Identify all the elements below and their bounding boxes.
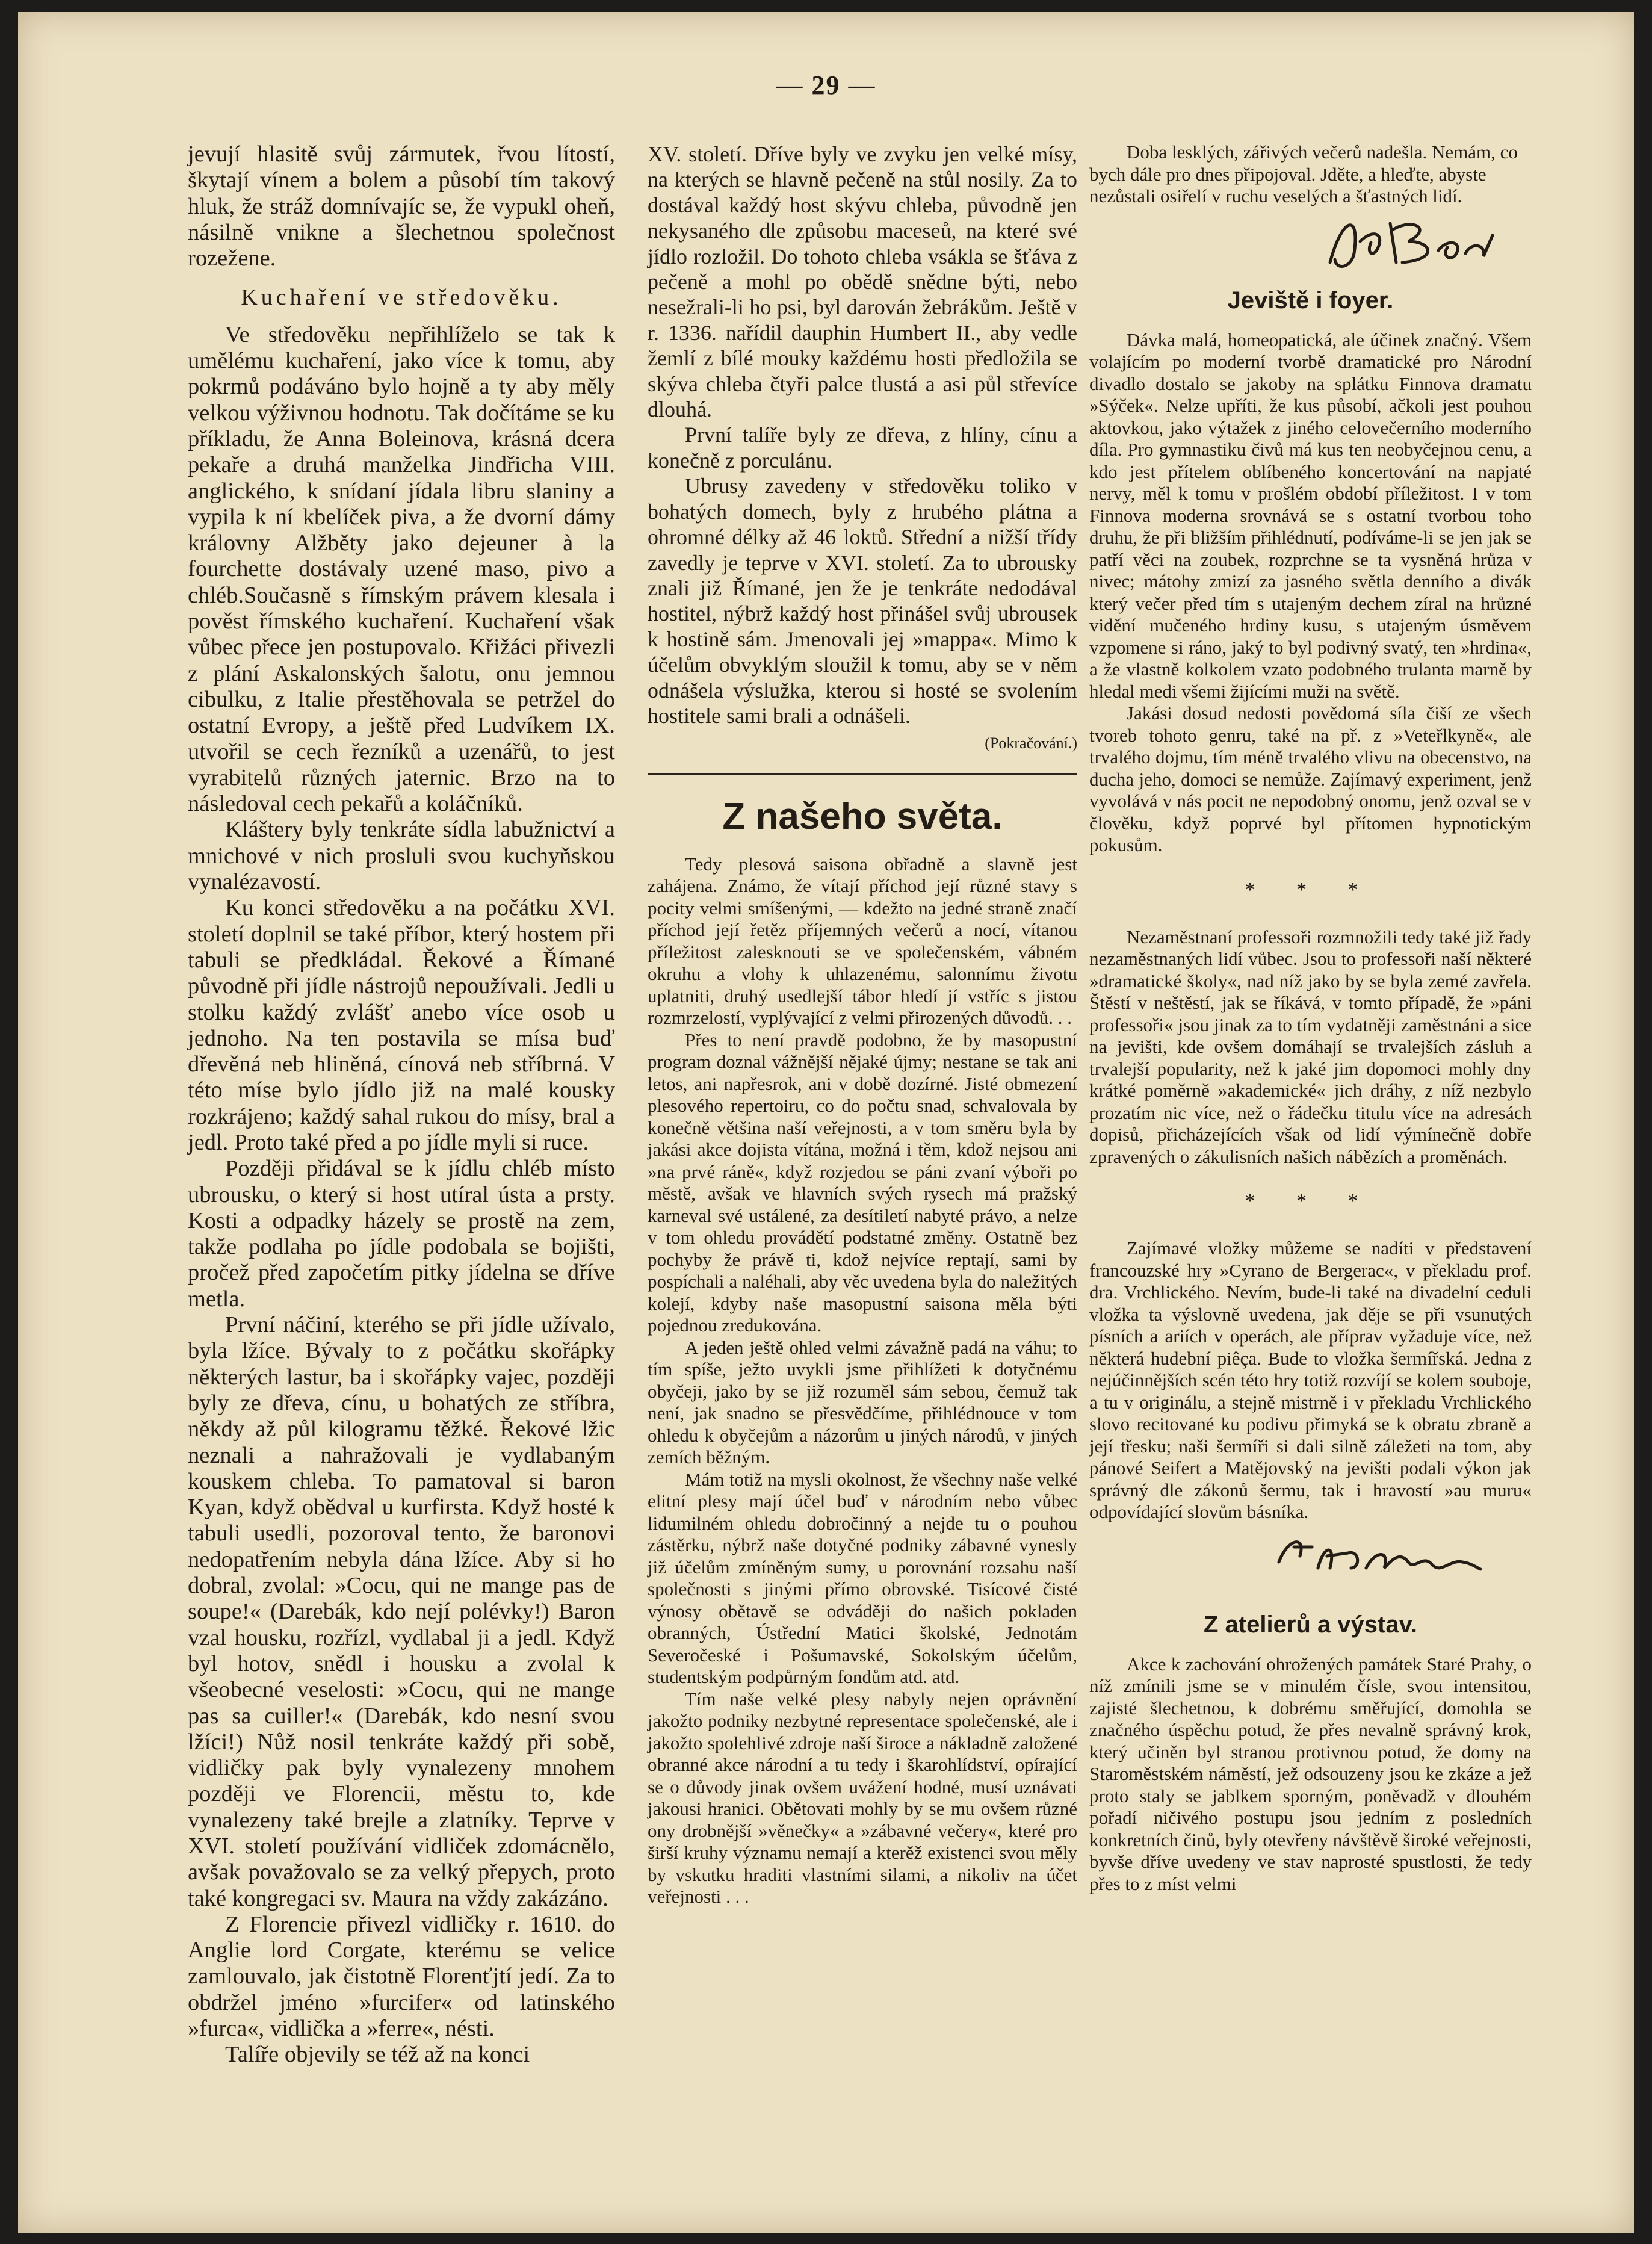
continued-note: (Pokračování.) <box>985 734 1077 752</box>
page-number: — 29 — <box>776 70 876 100</box>
paragraph: XV. století. Dříve byly ve zvyku jen velké mísy, na kterých se hlavně pečeně na stůl nosily. Za to dostával každý host skývu chleba, původně jen nekysaného dle způsobu maceseů, na které své jídlo rozložil. Do tohoto chleba vsákla se šťáva z pečeně a mohl po obědě snědne býti, nebo nesežrali-li ho psi, byl darován žebrákům. Ještě v r. 1336. nařídil dauphin Humbert II., aby vedle žemlí z bílé mouky každému hosti předložila se skýva chleba čtyři palce tlustá a asi půl střevíce dlouhá. <box>648 142 1077 422</box>
paragraph: Z Florencie přivezl vidličky r. 1610. do Anglie lord Corgate, kterému se velice zamlouvalo, jak čistotně Florenťjtí jedí. Za to obdržel jméno »furcifer« od latinského »furca«, vidlička a »ferre«, nésti. <box>188 1911 615 2042</box>
paragraph: A jeden ještě ohled velmi závažně padá na váhu; to tím spíše, ježto uvykli jsme přihlížeti k dotyčnému obyčeji, jako by se již rozuměl sám sebou, čemuž tak není, jak snadno se přesvědčíme, přihlédnouce v tom ohledu k obyčejům a názorům u jiných národů, v jiných zemích běžným. <box>648 1336 1077 1468</box>
paragraph: První náčiní, kterého se při jídle užívalo, byla lžíce. Bývaly to z počátku skořápky některých lastur, ba i skořápky vajec, později byly ze dřeva, cínu, u bohatých ze stříbra, někdy až půl kilogramu těžké. Řekové lžic neznali a nahražovali je vydlabaným kouskem chleba. To pamatoval si baron Kyan, když obědval u kurfirsta. Když hosté k tabuli usedli, pozoroval tento, že baronovi nedopatřením nebyla dána lžíce. Aby si ho dobral, zvolal: »Cocu, qui ne mange pas de soupe!« (Darebák, kdo nejí polévky!) Baron vzal housku, rozřízl, vydlabal ji a jedl. Když byl hotov, snědl i housku a zvolal k všeobecné veselosti: »Cocu, qui ne mange pas sa cuiller!« (Darebák, kdo nesní svou lžíci!) Nůž nosil tenkráte každý při sobě, vidličky pak byly vynalezeny mnohem později ve Florencii, městu to, kde vynalezeny také brejle a zlatníky. Teprve v XVI. století používání vidliček zdomácnělo, avšak považovalo se za velký přepych, proto také kongregaci sv. Maura na vždy zakázáno. <box>188 1312 615 1911</box>
signature-f-kazimir <box>1270 1526 1486 1586</box>
paragraph: První talíře byly ze dřeva, z hlíny, cínu a konečně z porculánu. <box>648 423 1077 473</box>
section-heading-our-world: Z našeho světa. <box>722 795 1003 837</box>
paragraph: Ubrusy zavedeny v středověku toliko v bohatých domech, byly z hrubého plátna a ohromné délky až 46 loktů. Střední a nižší třídy zavedly je teprve v XVI. století. Za to ubrousky znali již Římané, jen že je tenkráte nedodával hostitel, nýbrž každý host přinášel svůj ubrousek k hostině sám. Jmenovali jej »mappa«. Mimo k účelům obvyklým sloužil k tomu, aby se v něm odnášela výslužka, kterou si hosté se svolením hostitele sami brali a odnášeli. <box>648 474 1077 728</box>
section-separator-stars: * * * <box>1245 1190 1376 1212</box>
paragraph: Doba lesklých, zářivých večerů nadešla. Nemám, co bych dále pro dnes připojoval. Jděte, a hleďte, abyste nezůstali osiřelí v ruchu veselých a šťastných lidí. <box>1089 141 1518 206</box>
paragraph: Ku konci středověku a na počátku XVI. století doplnil se také příbor, který hostem při tabuli se předkládal. Řekové a Římané původně při jídle nástrojů nepoužívali. Jedli u stolku každý zvlášť anebo více osob u jednoho. Na ten postavila se mísa buď dřevěná neb hliněná, cínová neb stříbrná. V této míse bylo jídlo již na malé kousky rozkrájeno; každý sahal rukou do mísy, bral a jedl. Proto také před a po jídle myli si ruce. <box>188 895 615 1155</box>
paragraph: Tím naše velké plesy nabyly nejen oprávnění jakožto podniky nezbytné representace společenské, ale i jakožto spolehlivé zdroje naší široce a nákladně založené obranné akce národní a tu tedy i škarohlídství, opírající se o důvody jinak ovšem uvážení hodné, musí uznávati jakousi hranici. Obětovati mohly by se mu ovšem různé ony drobnější »věnečky« a »zábavné večery«, které pro širší kruhy významu nemají a kterěž existenci svou měly by vskutku hraditi vlastními silami, a nikoliv na účet veřejnosti . . . <box>648 1688 1077 1908</box>
closing-letter <box>1089 141 1532 277</box>
intro-paragraph: jevují hlasitě svůj zármutek, řvou lítostí, škytají vínem a bolem a působí tím takový hluk, že stráž domnívajíc se, že vypukl oheň, násilně vnikne a šlechetnou společnost rozežene. <box>188 141 615 271</box>
newspaper-page <box>18 12 1634 2233</box>
column-middle <box>648 141 1077 1908</box>
paragraph: Jakási dosud nedosti povědomá síla čiší ze všech tvoreb tohoto genru, také na př. z »Veteřlkyně«, ale trvalého dojmu, tím méně trvalého vlivu na obecenstvo, na ducha jeho, domoci se nemůže. Zajímavý experiment, jenž vyvolává v nás pocit ne nepodobný onomu, jenž ozval se v člověku, když poprvé byl přítomen hypnotickým pokusům. <box>1089 702 1532 855</box>
paragraph: Tedy plesová saisona obřadně a slavně jest zahájena. Známo, že vítají příchod její různé stavy s pocity velmi smíšenými, — kdežto na jedné straně značí příchod její řetěz příjemných večerů a nocí, vítanou příležitost zalesknouti se ve společenském, vábném okruhu a vlohy k uhlazenému, salonnímu životu uplatniti, druhý usedlejší tábor hledí jí vstříc s jistou rozmrzelostí, vyplývající z velmi přirozených důvodů. . . <box>648 853 1077 1029</box>
paragraph: Akce k zachování ohrožených památek Staré Prahy, o níž zmínili jsme se v minulém čísle, svou intensitou, zajisté šlechetnou, k dobrému směřující, domohla se značného úspěchu potud, že přes nevalně správný krok, který učiněn byl stranou protivnou potud, že domy na Staroměstském náměstí, jež odsouzeny jsou ke zkáze a jež proto staly se jablkem sporným, poněvadž v dlouhém pořadí ničivého postupu jsou jedním z posledních konkretních činů, byly otevřeny návštěvě široké veřejnosti, byvše dříve uvedeny ve stav naprosté spustlosti, že tedy přes to z míst velmi <box>1089 1653 1532 1894</box>
paragraph: Nezaměstnaní professoři rozmnožili tedy také již řady nezaměstnaných lidí vůbec. Jsou to professoři naší některé »dramatické školy«, nad níž jako by se byla zemé zavřela. Štěstí v neštěstí, jak se říkává, v tomto případě, že »páni professoři« jsou jinak za to tím vydatněji zaměstnáni a sice na jevišti, kde ovšem domáhají se trvalejších zásluh a trvalejší popularity, než k jaké jim dopomoci mohly dny krátké poměrně »akademické« jich dráhy, z níž nezbylo prozatím nic více, než o řádečku titulu více na adresách dopisů, přicházejících však od lidí výmínečně dobře zpravených o zákulisních našich nábězích a proměnách. <box>1089 926 1532 1167</box>
paragraph: Talíře objevily se též až na konci <box>225 2042 530 2068</box>
section-heading-theatre: Jeviště i foyer. <box>1227 287 1394 314</box>
section-heading-cooking: Kuchaření ve středověku. <box>241 285 562 311</box>
paragraph: Přes to není pravdě podobno, že by masopustní program doznal vážnější nějaké újmy; nestane se tak ani letos, ani napřesrok, ani v době dozírné. Jisté obmezení plesového repertoiru, co do počtu snad, schvalovala by konečně většina naší veřejnosti, a v tom směru byla by jakási akce dojista vítána, možná i těm, kdož nejsou ani »na prvé ráně«, když rozjedou se páni zvaní výboři po městě, avšak ve hlavních svých rysech má pražský karneval své ustálené, za desítiletí nabyté právo, a nelze v tom ohledu provádětí podstatné změny. Ostatně bez pochyby že právě ti, kdož nejvíce reptají, sami by pospíchali a naléhali, aby věc uvedena byla do naležitých kolejí, kdyby naše masopustní saisona měla býti pojednou zredukována. <box>648 1029 1077 1336</box>
column-right <box>1089 141 1532 1895</box>
signature-jos-bod <box>1318 205 1499 277</box>
section-heading-studios: Z atelierů a výstav. <box>1204 1611 1417 1638</box>
section-separator-stars: * * * <box>1245 878 1376 901</box>
paragraph: Dávka malá, homeopatická, ale účinek značný. Všem volajícím po moderní tvorbě dramatické pro Národní divadlo dostalo se jakoby na splátku Finnova dramatu »Sýček«. Nelze upříti, že kus působí, ačkoli jest pouhou aktovkou, jako výtažek z jiného celovečerního moderního díla. Pro gymnastiku čivů má kus ten neobyčejnou cenu, a kdo jest přítelem oblíbeného koncertování na napjaté nervy, měl k tomu v prošlém období příležitost. I v tom Finnova moderna srovnává se s ostatní tvorbou toho druhu, že při bližším přihlédnutí, podíváme-li se jen jak se patří věci na zoubek, rozprchne se ta vysněná hrůza v nivec; mátohy zmizí za jasného světla denního a divák který večer před tím s utajeným dechem zíral na hrůzné vidění mučeného hrdiny kusu, s utajeným úsměvem vzpomene si ráno, jaký to byl podivný svatý, ten »hrdina«, a že vlastně kolkolem vzato podobného trulanta marně by hledal medi všemi žijícími muži na světě. <box>1089 329 1532 702</box>
paragraph: Mám totiž na mysli okolnost, že všechny naše velké elitní plesy mají účel buď v národním nebo vůbec lidumilném ohledu dobročinný a nejde tu o pouhou zástěrku, nýbrž naše dotyčné podniky zábavné vynesly již účelům zmíněným sumy, u porovnání rozsahu naší společnosti s jinými přímo obrovské. Tisícové čisté výnosy obětavě se odváději do našich pokladen obranných, Ústřední Matici školské, Jednotám Severočeské i Pošumavské, Sokolským účelům, studentským podpůrným fondům atd. atd. <box>648 1468 1077 1688</box>
paragraph: Ve středověku nepřihlíželo se tak k umělému kuchaření, jako více k tomu, aby pokrmů podáváno bylo hojně a ty aby měly velkou výživnou hodnotu. Tak dočítáme se ku příkladu, že Anna Boleinova, krásná dcera pekaře a druhá manželka Jindřicha VIII. anglického, k snídaní jídala libru slaniny a vypila k ní kbelíček piva, a že dvorní dámy královny Alžběty jako dejeuner à la fourchette dostávaly uzené maso, pivo a chléb.Současně s římským právem klesala i pověst římského kuchaření. Kuchaření však vůbec přece jen postupovalo. Křižáci přivezli z plání Askalonských šalotu, onu jemnou cibulku, z Italie přestěhovala se petržel do ostatní Evropy, a ještě před Ludvíkem IX. utvořil se cech řezníků a uzenářů, to jest vyrabitelů různých jaternic. Brzo na to následoval cech pekařů a koláčníků. <box>188 321 615 817</box>
our-world-article <box>648 854 1077 1908</box>
column-left <box>188 141 615 2068</box>
paragraph: Zajímavé vložky můžeme se nadíti v představení francouzské hry »Cyrano de Bergerac«, v překladu prof. dra. Vrchlického. Nevím, bude-li také na divadelní ceduli vložka ta výslovně uvedena, jak děje se při vsunutých písních a ariích v operách, ale příprav vyžaduje více, než některá hudební piêça. Bude to vložka šermířská. Jedna z nejúčinnějších scén této hry totiž rozvíjí se kolem souboje, a tu v originálu, a stejně mistrně i v překladu Vrchlického slovo recitované ku podivu přimyká se k obratu zbraně a její třesku; naši šermíři si dali silně záležeti na tom, aby pánové Seifert a Matějovský na jevišti podali výkon jak správný dle zákonů šermu, tak i hravostí »au muru« odpovídající slovům básníka. <box>1089 1238 1532 1522</box>
section-divider <box>648 773 1077 775</box>
paragraph: Kláštery byly tenkráte sídla labužnictví a mnichové v nich prosluli svou kuchyňskou vynalézavostí. <box>188 817 615 895</box>
paragraph: Později přidával se k jídlu chléb místo ubrousku, o který si host utíral ústa a prsty. Kosti a odpadky házely se prostě na zem, takže podlaha po jídle podobala se bojišti, pročež před započetím pitky jídelna se dříve metla. <box>188 1156 615 1312</box>
